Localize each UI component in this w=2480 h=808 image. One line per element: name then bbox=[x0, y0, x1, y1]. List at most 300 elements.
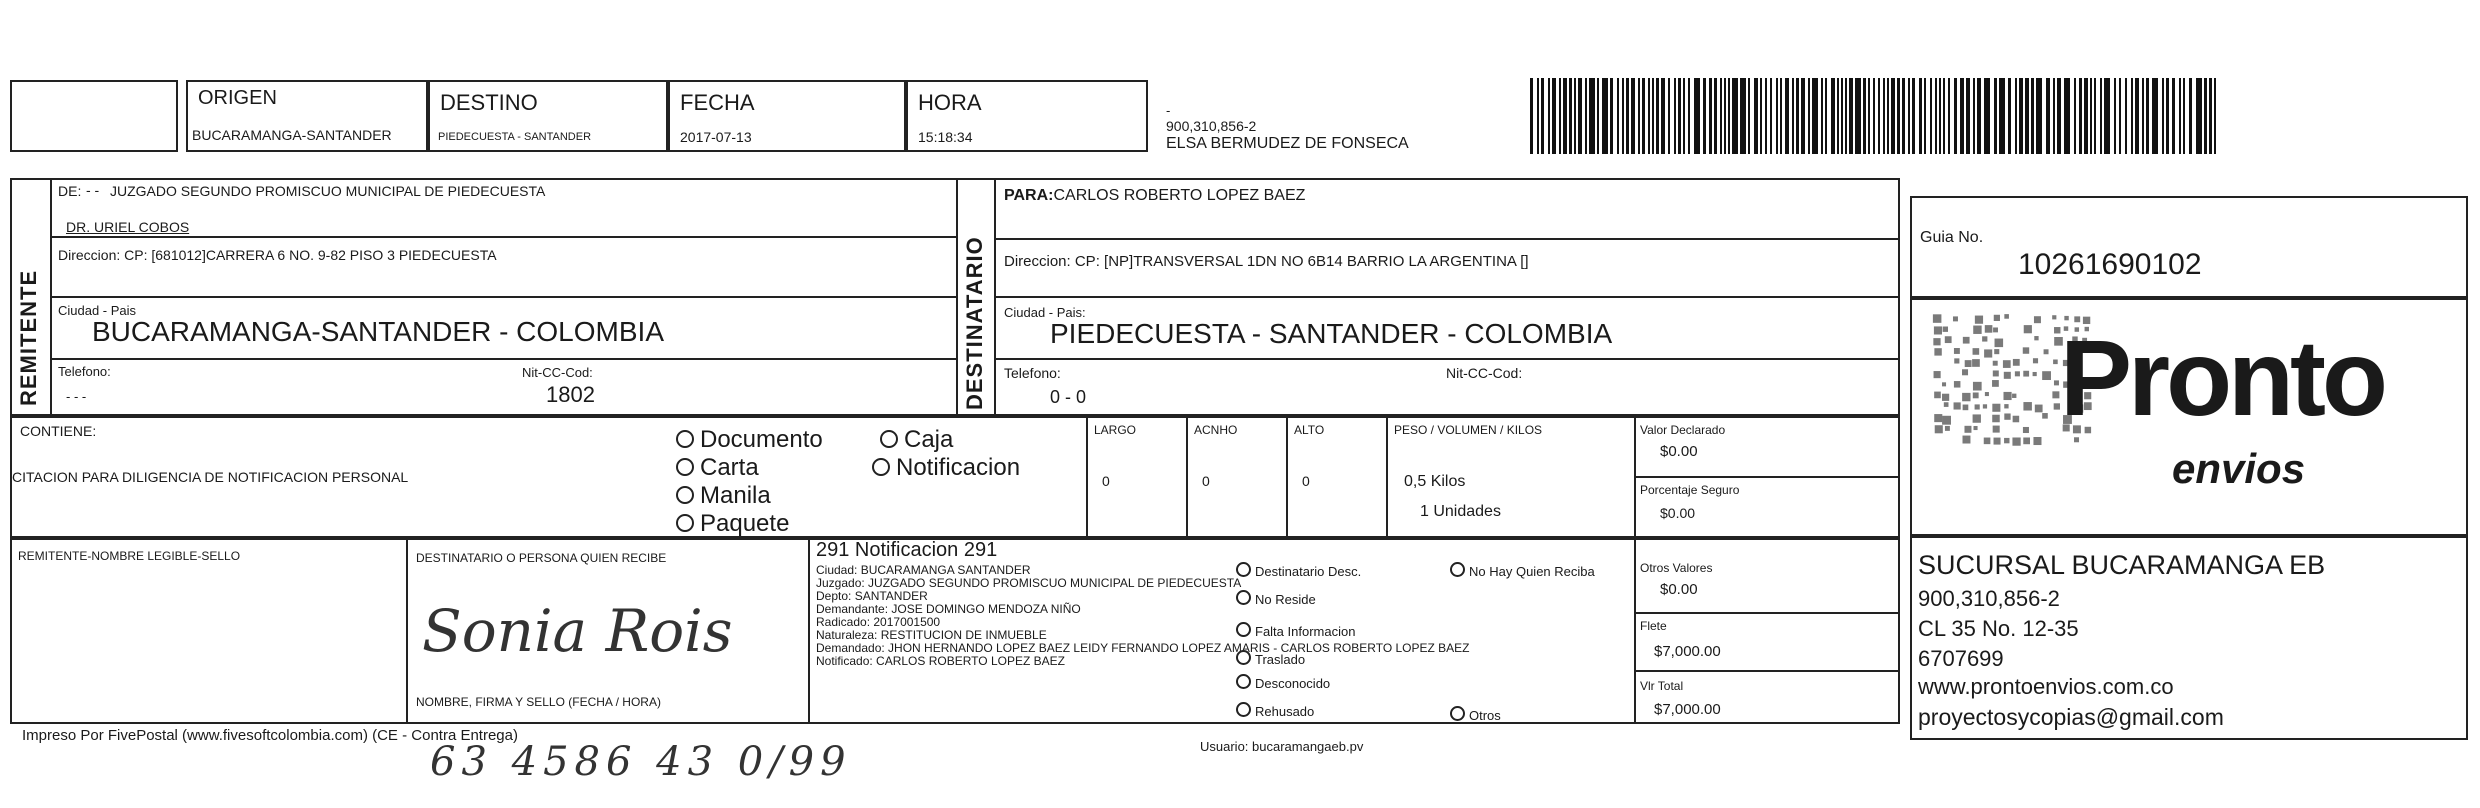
header-origen-cell bbox=[186, 80, 428, 152]
remitente-telefono-value: - - - bbox=[66, 389, 87, 404]
destinatario-direccion: Direccion: CP: [NP]TRANSVERSAL 1DN NO 6B14 BARRIO LA ARGENTINA [] bbox=[1004, 253, 1529, 270]
status-label: No Reside bbox=[1255, 592, 1316, 607]
barcode-bar bbox=[1552, 78, 1556, 154]
barcode-bar bbox=[1908, 78, 1910, 154]
usuario-footer: Usuario: bucaramangaeb.pv bbox=[1200, 739, 1364, 754]
barcode-bar bbox=[1720, 78, 1722, 154]
logo-pattern-dot bbox=[2004, 314, 2009, 319]
seguro-value: $0.00 bbox=[1660, 505, 1696, 521]
de-value: JUZGADO SEGUNDO PROMISCUO MUNICIPAL DE PIEDECUESTA bbox=[110, 183, 546, 199]
barcode-bar bbox=[1868, 78, 1870, 154]
logo-pattern-dot bbox=[1963, 337, 1970, 344]
notificacion-title: 291 Notificacion 291 bbox=[816, 539, 998, 561]
logo-pattern-dot bbox=[1973, 392, 1979, 398]
logo-pattern-dot bbox=[2004, 404, 2008, 408]
status-label: Destinatario Desc. bbox=[1255, 564, 1362, 579]
logo-pattern-dot bbox=[2015, 371, 2020, 376]
logo-pattern-dot bbox=[2012, 394, 2016, 398]
barcode-bar bbox=[2196, 78, 2202, 154]
barcode-bar bbox=[2162, 78, 2164, 154]
barcode-bar bbox=[2114, 78, 2116, 154]
destinatario-side-label: DESTINATARIO bbox=[962, 236, 987, 410]
logo-pattern-dot bbox=[2053, 360, 2058, 365]
logo-pattern-dot bbox=[2023, 437, 2030, 444]
origen-value: BUCARAMANGA-SANTANDER bbox=[192, 127, 392, 143]
barcode-bar bbox=[1648, 78, 1650, 154]
logo-pattern-dot bbox=[1964, 426, 1971, 433]
logo-pattern-dot bbox=[2023, 427, 2029, 433]
fecha-label: FECHA bbox=[680, 90, 755, 115]
barcode-bar bbox=[2025, 78, 2029, 154]
barcode-bar bbox=[2036, 78, 2042, 154]
barcode-bar bbox=[1688, 78, 1690, 154]
logo-pattern-dot bbox=[2013, 359, 2020, 366]
logo-pattern-dot bbox=[1954, 381, 1961, 388]
hora-value: 15:18:34 bbox=[918, 129, 973, 145]
barcode-bar bbox=[1537, 78, 1539, 154]
notif-line: Ciudad: BUCARAMANGA SANTANDER bbox=[816, 563, 1031, 577]
option-manila bbox=[676, 484, 771, 508]
barcode-bar bbox=[1943, 78, 1945, 154]
guia-box bbox=[1910, 196, 2468, 298]
option-documento bbox=[676, 428, 823, 452]
barcode-bar bbox=[1821, 78, 1823, 154]
firma-footer: NOMBRE, FIRMA Y SELLO (FECHA / HORA) bbox=[416, 695, 661, 709]
logo-pattern-dot bbox=[1973, 382, 1982, 391]
logo-pattern-dot bbox=[1934, 392, 1941, 399]
barcode-bar bbox=[1841, 78, 1843, 154]
largo-label: LARGO bbox=[1094, 423, 1137, 437]
logo-pattern-dot bbox=[1983, 404, 1987, 408]
pronto-logo-sub: envios bbox=[2172, 445, 2306, 492]
barcode-bar bbox=[1574, 78, 1576, 154]
barcode-bar bbox=[2189, 78, 2192, 154]
unidades-value: 1 Unidades bbox=[1420, 503, 1501, 520]
barcode-bar bbox=[1585, 78, 1587, 154]
remitente-nit-value: 1802 bbox=[546, 382, 595, 407]
ancho-value: 0 bbox=[1202, 473, 1210, 489]
logo-box bbox=[1910, 298, 2468, 536]
barcode-bar bbox=[2090, 78, 2092, 154]
barcode-bar bbox=[1678, 78, 1681, 154]
logo-pattern-dot bbox=[1963, 405, 1969, 411]
barcode-bar bbox=[1887, 78, 1889, 154]
barcode-bar bbox=[1878, 78, 1880, 154]
logo-pattern-dot bbox=[1973, 348, 1980, 355]
alto-value: 0 bbox=[1302, 473, 1310, 489]
contiene-label: CONTIENE: bbox=[20, 423, 97, 439]
logo-pattern-dot bbox=[1942, 416, 1951, 425]
barcode-bar bbox=[1863, 78, 1866, 154]
barcode-bar bbox=[2204, 78, 2207, 154]
status-otros bbox=[1450, 706, 1501, 722]
barcode-bar bbox=[1709, 78, 1712, 154]
barcode-bar bbox=[1902, 78, 1905, 154]
pronto-logo-brand: ronto bbox=[2128, 317, 2384, 438]
barcode-bar bbox=[1642, 78, 1645, 154]
notif-line: Demandado: JHON HERNANDO LOPEZ BAEZ LEIDY FERNANDO LOPEZ AMARIS - CARLOS ROBERTO LOPEZ BAEZ bbox=[816, 641, 1470, 655]
logo-pattern-dot bbox=[1934, 414, 1942, 422]
barcode-bar bbox=[1548, 78, 1550, 154]
handwritten-annotation: 63 4586 43 0/99 bbox=[430, 739, 852, 785]
logo-pattern-dot bbox=[2035, 405, 2043, 413]
destino-label: DESTINO bbox=[440, 90, 538, 115]
logo-pattern-dot bbox=[2004, 372, 2011, 379]
barcode-bar bbox=[1732, 78, 1738, 154]
notif-line: Juzgado: JUZGADO SEGUNDO PROMISCUO MUNICIPAL DE PIEDECUESTA bbox=[816, 576, 1242, 590]
peso-label: PESO / VOLUMEN / KILOS bbox=[1394, 423, 1543, 437]
barcode-bar bbox=[1559, 78, 1561, 154]
barcode-bar bbox=[1948, 78, 1950, 154]
para-row bbox=[1004, 188, 1305, 204]
notif-line: Notificado: CARLOS ROBERTO LOPEZ BAEZ bbox=[816, 654, 1065, 668]
barcode-bar bbox=[2146, 78, 2149, 154]
barcode-bar bbox=[1674, 78, 1676, 154]
option-carta bbox=[676, 456, 759, 480]
barcode-bar bbox=[1617, 78, 1619, 154]
notif-line: Radicado: 2017001500 bbox=[816, 615, 941, 629]
logo-pattern-dot bbox=[2023, 347, 2029, 353]
header-fecha-cell bbox=[668, 80, 906, 152]
remitente-nit-label: Nit-CC-Cod: bbox=[522, 365, 593, 380]
largo-value: 0 bbox=[1102, 473, 1110, 489]
para-label: PARA: bbox=[1004, 187, 1054, 204]
logo-pattern-dot bbox=[1954, 402, 1961, 409]
logo-pattern-dot bbox=[1992, 415, 2000, 423]
total-label: Vlr Total bbox=[1640, 679, 1684, 693]
status-desconocido bbox=[1236, 674, 1330, 690]
option-carta-label: Carta bbox=[700, 454, 759, 481]
barcode-bar bbox=[2142, 78, 2144, 154]
barcode-bar bbox=[1541, 78, 1544, 154]
barcode-bar bbox=[1530, 78, 1533, 154]
barcode-bar bbox=[1939, 78, 1941, 154]
sender-nit: 900,310,856-2 bbox=[1166, 118, 1257, 134]
logo-pattern-dot bbox=[1954, 348, 1960, 354]
barcode-bar bbox=[2064, 78, 2070, 154]
barcode-bar bbox=[1960, 78, 1964, 154]
barcode-bar bbox=[1837, 78, 1839, 154]
remitente-ciudad-label: Ciudad - Pais bbox=[58, 303, 137, 318]
status-destinatario-desc bbox=[1236, 562, 1361, 578]
logo-pattern-dot bbox=[1963, 436, 1971, 444]
logo-pattern-dot bbox=[1962, 369, 1968, 375]
logo-pattern-dot bbox=[1942, 382, 1946, 386]
logo-pattern-dot bbox=[2054, 380, 2059, 385]
logo-pattern-dot bbox=[1985, 392, 1989, 396]
barcode-bar bbox=[2119, 78, 2121, 154]
barcode-bar bbox=[1770, 78, 1772, 154]
barcode-bar bbox=[2015, 78, 2017, 154]
barcode-bar bbox=[1589, 78, 1595, 154]
status-label: No Hay Quien Reciba bbox=[1469, 564, 1595, 579]
logo-pattern-dot bbox=[2013, 416, 2020, 423]
logo-pattern-dot bbox=[2042, 413, 2048, 419]
logo-pattern-dot bbox=[1993, 327, 1998, 332]
barcode-bar bbox=[1973, 78, 1975, 154]
logo-pattern-dot bbox=[1973, 426, 1977, 430]
sucursal-web: www.prontoenvios.com.co bbox=[1918, 674, 2174, 699]
declarado-label: Valor Declarado bbox=[1640, 423, 1726, 437]
barcode-bar bbox=[1602, 78, 1608, 154]
remitente-firma-label: REMITENTE-NOMBRE LEGIBLE-SELLO bbox=[18, 549, 241, 563]
option-notificacion-label: Notificacion bbox=[896, 454, 1021, 481]
logo-pattern-dot bbox=[2003, 360, 2011, 368]
logo-pattern-dot bbox=[2023, 371, 2029, 377]
barcode-bar bbox=[2183, 78, 2185, 154]
barcode-bar bbox=[1912, 78, 1915, 154]
destinatario-firma-label: DESTINATARIO O PERSONA QUIEN RECIBE bbox=[416, 551, 667, 565]
peso-value: 0,5 Kilos bbox=[1404, 473, 1466, 490]
logo-pattern-dot bbox=[1984, 349, 1992, 357]
logo-pattern-dot bbox=[2033, 437, 2041, 445]
barcode-bar bbox=[1652, 78, 1654, 154]
destinatario-telefono-value: 0 - 0 bbox=[1050, 387, 1087, 407]
guia-number: 10261690102 bbox=[2018, 248, 2202, 281]
otros-label: Otros Valores bbox=[1640, 561, 1713, 575]
barcode-bar bbox=[1999, 78, 2005, 154]
logo-pattern-dot bbox=[1994, 349, 1999, 354]
status-label: Desconocido bbox=[1255, 676, 1331, 691]
barcode-bar bbox=[1694, 78, 1700, 154]
barcode-bar bbox=[1855, 78, 1861, 154]
logo-pattern-dot bbox=[1943, 327, 1948, 332]
sender-name: ELSA BERMUDEZ DE FONSECA bbox=[1166, 135, 1409, 152]
logo-pattern-dot bbox=[1984, 438, 1991, 445]
barcode-bar bbox=[2046, 78, 2050, 154]
barcode-bar bbox=[2152, 78, 2158, 154]
logo-pattern-dot bbox=[1934, 326, 1942, 334]
barcode-bar bbox=[1919, 78, 1922, 154]
logo-pattern-dot bbox=[1934, 348, 1941, 355]
contiene-value: CITACION PARA DILIGENCIA DE NOTIFICACION PERSONAL bbox=[12, 469, 409, 485]
logo-pattern-dot bbox=[2003, 392, 2011, 400]
logo-pattern-dot bbox=[1973, 326, 1981, 334]
barcode-bar bbox=[2100, 78, 2102, 154]
logo-pattern-dot bbox=[1993, 370, 1999, 376]
barcode-bar bbox=[1569, 78, 1572, 154]
hora-label: HORA bbox=[918, 90, 982, 115]
status-no-hay-quien bbox=[1450, 562, 1595, 578]
barcode-bar bbox=[1776, 78, 1778, 154]
sucursal-name: SUCURSAL BUCARAMANGA EB bbox=[1918, 550, 2326, 580]
logo-pattern-dot bbox=[2023, 402, 2031, 410]
barcode-bar bbox=[1785, 78, 1789, 154]
remitente-ciudad-value: BUCARAMANGA-SANTANDER - COLOMBIA bbox=[92, 316, 664, 347]
destino-value: PIEDECUESTA - SANTANDER bbox=[438, 131, 592, 143]
logo-pattern-dot bbox=[1985, 325, 1993, 333]
option-caja-label: Caja bbox=[904, 426, 954, 453]
destinatario-ciudad-label: Ciudad - Pais: bbox=[1004, 305, 1086, 320]
barcode-bar bbox=[1808, 78, 1810, 154]
barcode-bar bbox=[1760, 78, 1762, 154]
guia-label: Guia No. bbox=[1920, 229, 1984, 246]
barcode-bar bbox=[2074, 78, 2076, 154]
status-traslado bbox=[1236, 650, 1305, 666]
remitente-contact: DR. URIEL COBOS bbox=[66, 219, 190, 235]
barcode-bar bbox=[1661, 78, 1665, 154]
barcode-bar bbox=[1754, 78, 1758, 154]
barcode-bar bbox=[1924, 78, 1926, 154]
barcode-bar bbox=[1638, 78, 1640, 154]
barcode-bar bbox=[2214, 78, 2216, 154]
logo-pattern-dot bbox=[2052, 315, 2056, 319]
logo-pattern-dot bbox=[2033, 358, 2038, 363]
destinatario-telefono-label: Telefono: bbox=[1004, 365, 1061, 381]
barcode-bar bbox=[1873, 78, 1875, 154]
logo-pattern-dot bbox=[1993, 426, 2000, 433]
barcode-bar bbox=[2135, 78, 2139, 154]
para-value: CARLOS ROBERTO LOPEZ BAEZ bbox=[1053, 187, 1306, 204]
barcode-bar bbox=[2008, 78, 2011, 154]
barcode-bar bbox=[1831, 78, 1835, 154]
option-caja bbox=[880, 428, 953, 452]
barcode-bar bbox=[2084, 78, 2088, 154]
barcode-bar bbox=[1765, 78, 1767, 154]
logo-pattern-dot bbox=[2044, 349, 2049, 354]
logo-pattern-dot bbox=[1945, 336, 1952, 343]
logo-pattern-dot bbox=[1995, 339, 2004, 348]
total-value: $7,000.00 bbox=[1654, 701, 1721, 718]
logo-pattern-dot bbox=[1994, 438, 2001, 445]
barcode-bar bbox=[1714, 78, 1717, 154]
barcode-bar bbox=[1796, 78, 1799, 154]
logo-pattern-dot bbox=[2033, 372, 2037, 376]
barcode-bar bbox=[1994, 78, 1997, 154]
logo-pattern-dot bbox=[1934, 371, 1941, 378]
logo-pattern-dot bbox=[1942, 394, 1949, 401]
option-manila-label: Manila bbox=[700, 482, 771, 509]
header-hora-cell bbox=[906, 80, 1148, 152]
logo-pattern-dot bbox=[1992, 404, 2000, 412]
barcode-bar bbox=[1597, 78, 1599, 154]
ancho-label: ACNHO bbox=[1194, 423, 1238, 437]
logo-pattern-dot bbox=[2034, 336, 2038, 340]
barcode-bar bbox=[1748, 78, 1750, 154]
barcode-bar bbox=[1631, 78, 1635, 154]
logo-pattern-dot bbox=[2074, 437, 2079, 442]
barcode-bar bbox=[1740, 78, 1746, 154]
seguro-label: Porcentaje Seguro bbox=[1640, 483, 1740, 497]
logo-pattern-dot bbox=[2004, 413, 2010, 419]
barcode-bar bbox=[1578, 78, 1582, 154]
barcode-bar bbox=[1622, 78, 1624, 154]
flete-label: Flete bbox=[1640, 619, 1667, 633]
option-notificacion bbox=[872, 456, 1020, 480]
sucursal-nit: 900,310,856-2 bbox=[1918, 586, 2060, 611]
logo-pattern-dot bbox=[1954, 358, 1959, 363]
barcode-bar bbox=[2125, 78, 2127, 154]
pronto-logo-initial: P bbox=[2060, 317, 2129, 438]
barcode-bar bbox=[1703, 78, 1706, 154]
status-rehusado bbox=[1236, 702, 1314, 718]
barcode-bar bbox=[1812, 78, 1818, 154]
logo-pattern-dot bbox=[1975, 316, 1983, 324]
barcode-bar bbox=[2166, 78, 2169, 154]
remitente-side-label: REMITENTE bbox=[16, 269, 41, 406]
status-label: Rehusado bbox=[1255, 704, 1315, 719]
barcode-bar bbox=[1610, 78, 1613, 154]
status-label: Traslado bbox=[1255, 652, 1306, 667]
logo-pattern-dot bbox=[2024, 325, 2032, 333]
barcode-bar bbox=[1724, 78, 1726, 154]
remitente-direccion: Direccion: CP: [681012]CARRERA 6 NO. 9-82 PISO 3 PIEDECUESTA bbox=[58, 247, 497, 263]
barcode-bar bbox=[1984, 78, 1990, 154]
barcode-bar bbox=[1930, 78, 1932, 154]
logo-pattern-dot bbox=[2012, 437, 2020, 445]
header-empty-cell bbox=[10, 80, 178, 152]
barcode-bar bbox=[1935, 78, 1937, 154]
barcode-bar bbox=[1954, 78, 1957, 154]
sender-dash: - bbox=[1166, 103, 1171, 118]
barcode-bar bbox=[1897, 78, 1900, 154]
alto-label: ALTO bbox=[1294, 423, 1325, 437]
barcode-bar bbox=[1825, 78, 1827, 154]
logo-pattern-dot bbox=[2042, 371, 2051, 380]
pronto-logo-text bbox=[2060, 317, 2384, 438]
barcode-bar bbox=[1656, 78, 1659, 154]
barcode-bar bbox=[1668, 78, 1670, 154]
barcode-bar bbox=[2179, 78, 2181, 154]
notif-line: Naturaleza: RESTITUCION DE INMUEBLE bbox=[816, 628, 1047, 642]
logo-pattern-dot bbox=[1933, 338, 1940, 345]
barcode-bar bbox=[1801, 78, 1805, 154]
status-label: Otros bbox=[1469, 708, 1501, 723]
logo-pattern-dot bbox=[2004, 438, 2009, 443]
logo-pattern-dot bbox=[1994, 315, 2000, 321]
logo-pattern-dot bbox=[1972, 359, 1980, 367]
remitente-telefono-label: Telefono: bbox=[58, 364, 111, 379]
impreso-footer: Impreso Por FivePostal (www.fivesoftcolombia.com) (CE - Contra Entrega) bbox=[22, 727, 518, 744]
fecha-value: 2017-07-13 bbox=[680, 129, 752, 145]
logo-pattern-dot bbox=[1945, 426, 1950, 431]
logo-pattern-dot bbox=[1944, 402, 1949, 407]
barcode-bar bbox=[2031, 78, 2034, 154]
sucursal-phone: 6707699 bbox=[1918, 646, 2004, 671]
logo-pattern-dot bbox=[1962, 393, 1970, 401]
sucursal-address: CL 35 No. 12-35 bbox=[1918, 616, 2079, 641]
logo-pattern-dot bbox=[1973, 414, 1981, 422]
barcode-bar bbox=[2079, 78, 2082, 154]
barcode-bar bbox=[2019, 78, 2023, 154]
sucursal-box bbox=[1910, 536, 2468, 740]
notif-line: Demandante: JOSE DOMINGO MENDOZA NIÑO bbox=[816, 602, 1081, 616]
barcode-bar bbox=[2057, 78, 2061, 154]
barcode-bar bbox=[1966, 78, 1970, 154]
logo-pattern-dot bbox=[1933, 314, 1942, 323]
logo-pattern-dot bbox=[1982, 336, 1987, 341]
barcode-bar bbox=[1780, 78, 1782, 154]
logo-pattern-dot bbox=[2052, 391, 2059, 398]
status-no-reside bbox=[1236, 590, 1316, 606]
destinatario-ciudad-value: PIEDECUESTA - SANTANDER - COLOMBIA bbox=[1050, 318, 1613, 349]
origen-label: ORIGEN bbox=[198, 87, 277, 109]
barcode-bar bbox=[1891, 78, 1895, 154]
barcode-bar bbox=[2131, 78, 2133, 154]
recipient-signature: Sonia Rois bbox=[422, 597, 733, 665]
logo-pattern-dot bbox=[1953, 316, 1958, 321]
sucursal-email: proyectosycopias@gmail.com bbox=[1918, 704, 2224, 730]
barcode-bar bbox=[2104, 78, 2110, 154]
de-dash: - - bbox=[86, 182, 100, 198]
logo-pattern-dot bbox=[1965, 360, 1972, 367]
notif-line: Depto: SANTANDER bbox=[816, 589, 928, 603]
barcode-bar bbox=[1683, 78, 1685, 154]
destinatario-nit-label: Nit-CC-Cod: bbox=[1446, 365, 1523, 381]
logo-pattern-dot bbox=[1975, 404, 1980, 409]
barcode-bar bbox=[2094, 78, 2096, 154]
barcode-bar bbox=[2209, 78, 2212, 154]
